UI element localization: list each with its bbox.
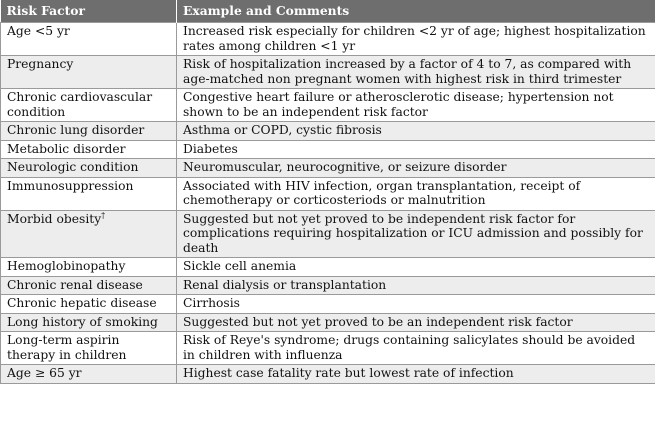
table-row — [1, 122, 655, 141]
table-row — [1, 313, 655, 332]
comment-cell: Increased risk especially for children <2 yr of age; highest hospitalization rates among children <1 yr — [177, 23, 655, 56]
column-header-comments: Example and Comments — [177, 0, 655, 23]
table-row — [1, 276, 655, 295]
table-row — [1, 295, 655, 314]
risk-factor-cell: Long history of smoking — [1, 313, 177, 332]
table-row — [1, 89, 655, 122]
table-row — [1, 210, 655, 258]
footnote-marker: † — [101, 210, 106, 220]
table-row — [1, 365, 655, 384]
comment-cell: Risk of hospitalization increased by a factor of 4 to 7, as compared with age-matched non pregnant women with highest risk in third trimester — [177, 56, 655, 89]
risk-factor-text: Morbid obesity — [7, 211, 102, 226]
risk-factor-cell: Neurologic condition — [1, 159, 177, 178]
table-row — [1, 140, 655, 159]
table-row — [1, 56, 655, 89]
risk-factor-cell: Chronic hepatic disease — [1, 295, 177, 314]
comment-cell: Congestive heart failure or atherosclerotic disease; hypertension not shown to be an independent risk factor — [177, 89, 655, 122]
comment-cell: Diabetes — [177, 140, 655, 159]
risk-factor-cell: Age ≥ 65 yr — [1, 365, 177, 384]
comment-cell: Asthma or COPD, cystic fibrosis — [177, 122, 655, 141]
comment-cell: Neuromuscular, neurocognitive, or seizure disorder — [177, 159, 655, 178]
risk-factor-cell: Immunosuppression — [1, 177, 177, 210]
risk-factor-cell — [1, 210, 177, 258]
comment-cell: Renal dialysis or transplantation — [177, 276, 655, 295]
comment-cell: Cirrhosis — [177, 295, 655, 314]
comment-cell: Highest case fatality rate but lowest rate of infection — [177, 365, 655, 384]
comment-cell: Suggested but not yet proved to be independent risk factor for complications requiring hospitalization or ICU admission and possibly for death — [177, 210, 655, 258]
table-row — [1, 23, 655, 56]
table-row — [1, 159, 655, 178]
table-row — [1, 258, 655, 277]
risk-factor-cell: Metabolic disorder — [1, 140, 177, 159]
table-row — [1, 177, 655, 210]
risk-factor-cell: Long-term aspirin therapy in children — [1, 332, 177, 365]
risk-factor-cell: Pregnancy — [1, 56, 177, 89]
column-header-risk-factor: Risk Factor — [1, 0, 177, 23]
risk-factor-cell: Hemoglobinopathy — [1, 258, 177, 277]
comment-cell: Associated with HIV infection, organ transplantation, receipt of chemotherapy or corticosteriods or malnutrition — [177, 177, 655, 210]
table-row — [1, 332, 655, 365]
comment-cell: Sickle cell anemia — [177, 258, 655, 277]
comment-cell: Suggested but not yet proved to be an independent risk factor — [177, 313, 655, 332]
table-header-row — [1, 0, 655, 23]
comment-cell: Risk of Reye's syndrome; drugs containing salicylates should be avoided in children with influenza — [177, 332, 655, 365]
risk-factor-cell: Chronic lung disorder — [1, 122, 177, 141]
risk-factor-cell: Chronic renal disease — [1, 276, 177, 295]
risk-factor-cell: Chronic cardiovascular condition — [1, 89, 177, 122]
risk-factor-cell: Age <5 yr — [1, 23, 177, 56]
